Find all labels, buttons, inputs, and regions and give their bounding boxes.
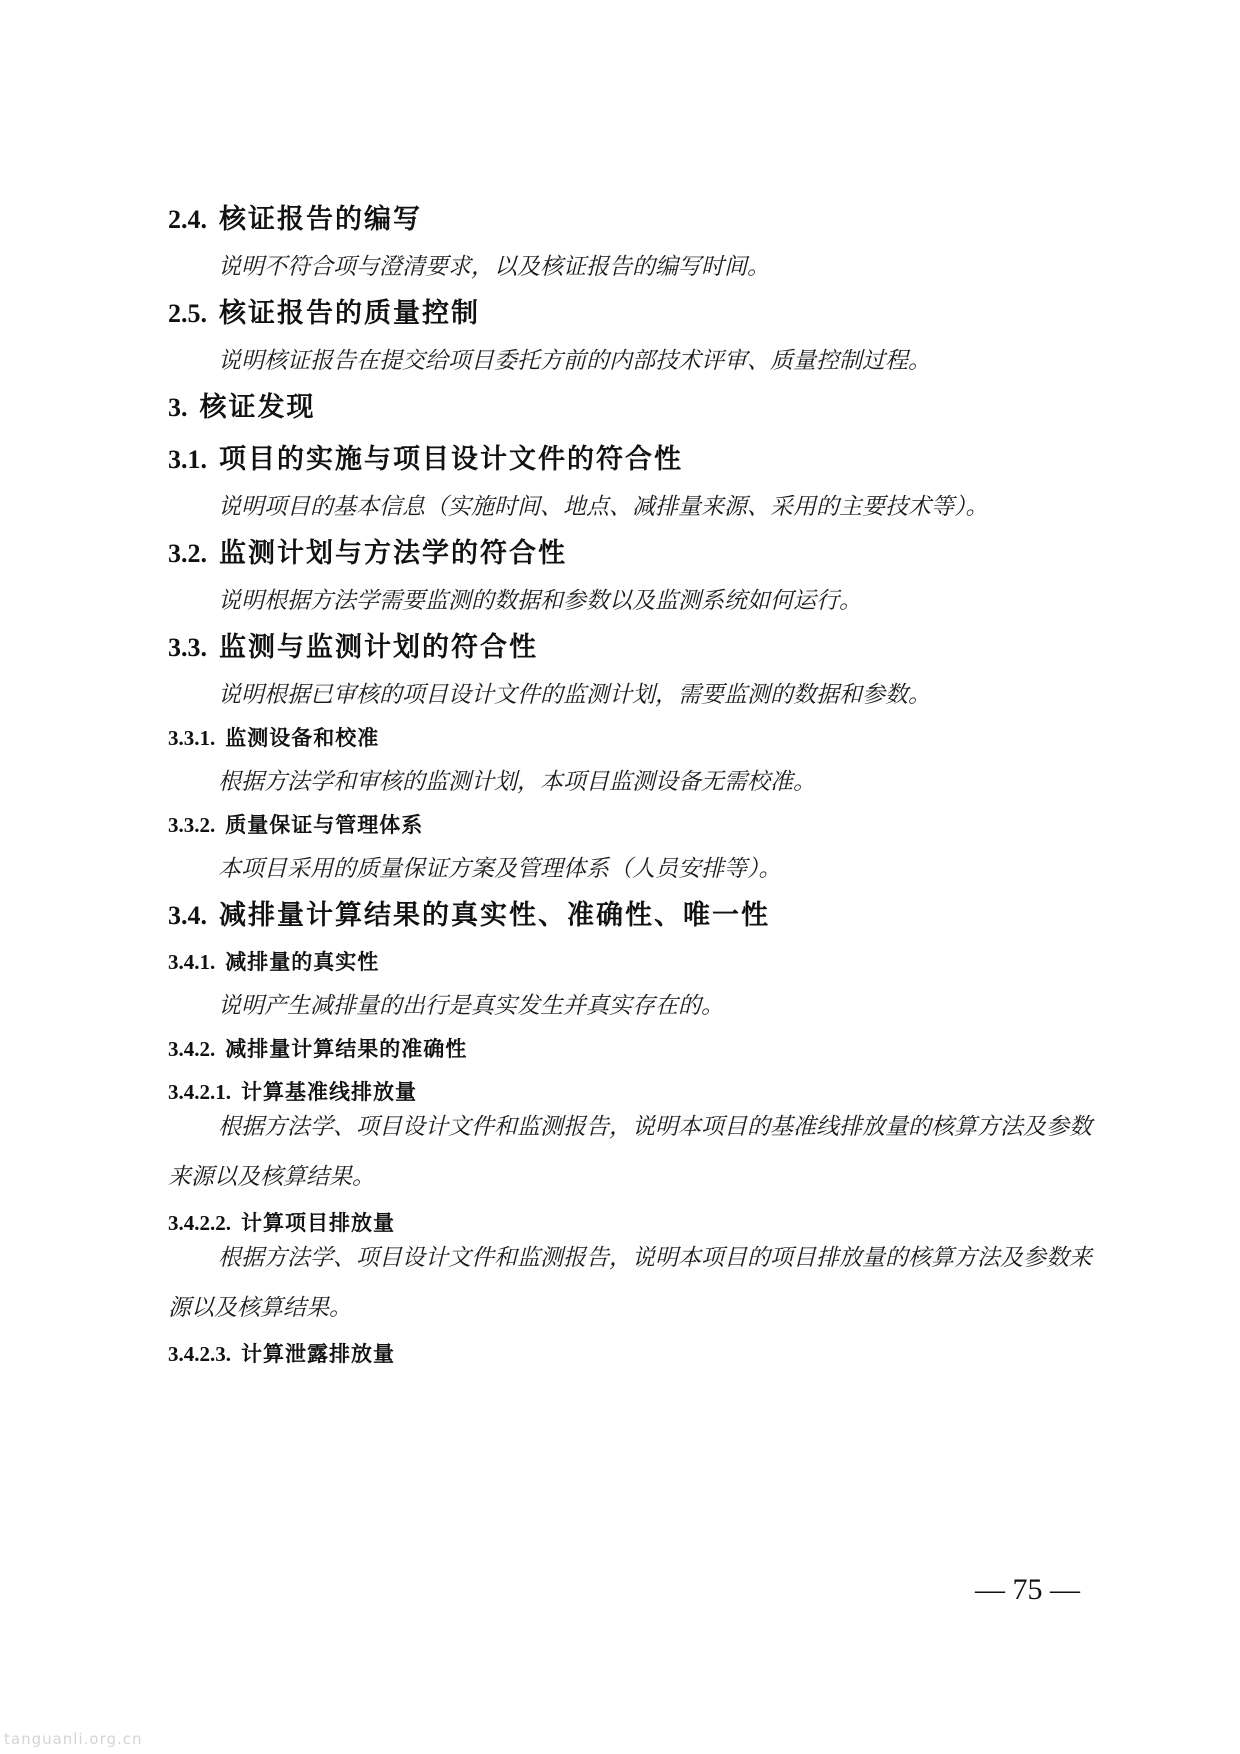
heading-3-3-1: 3.3.1. 监测设备和校准 [168, 726, 380, 750]
description-3-4-1: 说明产生减排量的出行是真实发生并真实存在的。 [218, 993, 724, 1019]
heading-3-2: 3.2. 监测计划与方法学的符合性 [168, 538, 567, 569]
description-3-3-1: 根据方法学和审核的监测计划，本项目监测设备无需校准。 [218, 769, 816, 795]
watermark-text: tanguanli.org.cn [4, 1730, 143, 1748]
paragraph-3-4-2-2: 根据方法学、项目设计文件和监测报告，说明本项目的项目排放量的核算方法及参数来源以及核算结果。 [168, 1245, 1092, 1321]
heading-3-4: 3.4. 减排量计算结果的真实性、准确性、唯一性 [168, 900, 770, 931]
heading-2-5: 2.5. 核证报告的质量控制 [168, 298, 480, 329]
heading-3-4-2: 3.4.2. 减排量计算结果的准确性 [168, 1037, 468, 1061]
heading-3: 3. 核证发现 [168, 392, 316, 423]
description-2-4: 说明不符合项与澄清要求，以及核证报告的编写时间。 [218, 254, 770, 280]
paragraph-3-4-2-1: 根据方法学、项目设计文件和监测报告，说明本项目的基准线排放量的核算方法及参数来源以及核算结果。 [168, 1114, 1092, 1190]
heading-3-4-2-3: 3.4.2.3. 计算泄露排放量 [168, 1342, 395, 1366]
heading-3-4-2-2: 3.4.2.2. 计算项目排放量 [168, 1211, 395, 1235]
heading-3-4-1: 3.4.1. 减排量的真实性 [168, 950, 380, 974]
description-3-3-2: 本项目采用的质量保证方案及管理体系（人员安排等）。 [218, 856, 782, 882]
description-3-2: 说明根据方法学需要监测的数据和参数以及监测系统如何运行。 [218, 588, 862, 614]
page-number: — 75 — [975, 1573, 1080, 1606]
description-3-1: 说明项目的基本信息（实施时间、地点、减排量来源、采用的主要技术等）。 [218, 494, 989, 520]
heading-3-4-2-1: 3.4.2.1. 计算基准线排放量 [168, 1080, 417, 1104]
description-3-3: 说明根据已审核的项目设计文件的监测计划，需要监测的数据和参数。 [218, 682, 931, 708]
heading-3-1: 3.1. 项目的实施与项目设计文件的符合性 [168, 444, 683, 475]
heading-3-3-2: 3.3.2. 质量保证与管理体系 [168, 813, 424, 837]
description-2-5: 说明核证报告在提交给项目委托方前的内部技术评审、质量控制过程。 [218, 348, 931, 374]
heading-2-4: 2.4. 核证报告的编写 [168, 204, 422, 235]
heading-3-3: 3.3. 监测与监测计划的符合性 [168, 632, 538, 663]
